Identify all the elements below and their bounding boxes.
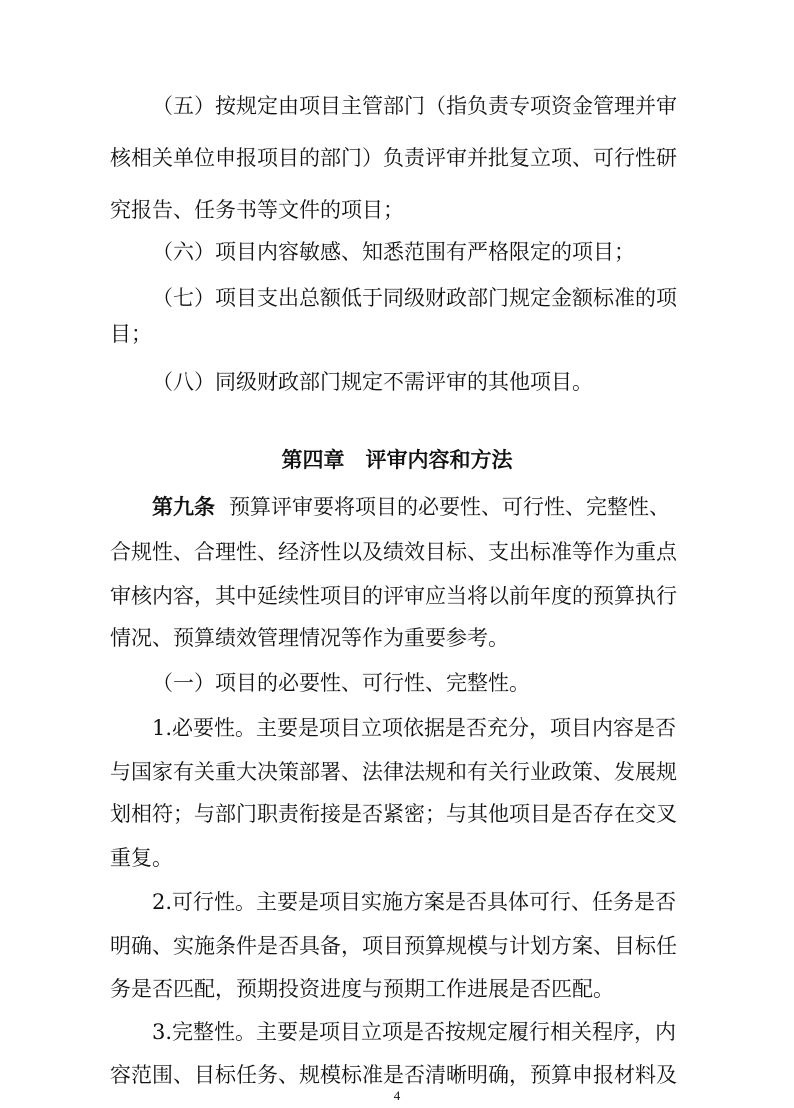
article-label: 第九条 — [152, 495, 215, 519]
section-heading: （一）项目的必要性、可行性、完整性。 — [152, 671, 530, 695]
page-number: 4 — [393, 1088, 401, 1103]
article-first-line — [152, 489, 684, 525]
paragraph-line: 务是否匹配，预期投资进度与预期工作进展是否匹配。 — [110, 977, 614, 1001]
paragraph-line: 审核内容，其中延续性项目的评审应当将以前年度的预算执行 — [110, 584, 677, 608]
paragraph-line: （五）按规定由项目主管部门（指负责专项资金管理并审 — [152, 94, 677, 118]
chapter-heading: 第四章 评审内容和方法 — [281, 448, 513, 472]
paragraph-line: 3.完整性。主要是项目立项是否按规定履行相关程序，内 — [152, 1020, 677, 1044]
paragraph-line: 1.必要性。主要是项目立项依据是否充分，项目内容是否 — [152, 716, 677, 740]
paragraph-line: 划相符；与部门职责衔接是否紧密；与其他项目是否存在交叉 — [110, 802, 677, 826]
paragraph-line: 容范围、目标任务、规模标准是否清晰明确，预算申报材料及 — [110, 1063, 677, 1087]
article-text: 预算评审要将项目的必要性、可行性、完整性、 — [229, 495, 670, 519]
paragraph-line: （八）同级财政部门规定不需评审的其他项目。 — [152, 370, 593, 394]
paragraph-line: 合规性、合理性、经济性以及绩效目标、支出标准等作为重点 — [110, 540, 677, 564]
paragraph-line: （七）项目支出总额低于同级财政部门规定金额标准的项 — [152, 286, 677, 310]
paragraph-line: 与国家有关重大决策部署、法律法规和有关行业政策、发展规 — [110, 760, 677, 784]
paragraph-line: 2.可行性。主要是项目实施方案是否具体可行、任务是否 — [152, 890, 677, 914]
paragraph-line: （六）项目内容敏感、知悉范围有严格限定的项目； — [152, 240, 635, 264]
paragraph-line: 重复。 — [110, 846, 173, 870]
paragraph-line: 核相关单位申报项目的部门）负责评审并批复立项、可行性研 — [110, 146, 677, 170]
paragraph-line: 情况、预算绩效管理情况等作为重要参考。 — [110, 626, 509, 650]
paragraph-line: 明确、实施条件是否具备，项目预算规模与计划方案、目标任 — [110, 934, 677, 958]
paragraph-line: 究报告、任务书等文件的项目； — [110, 198, 404, 222]
paragraph-line: 目； — [110, 322, 152, 346]
